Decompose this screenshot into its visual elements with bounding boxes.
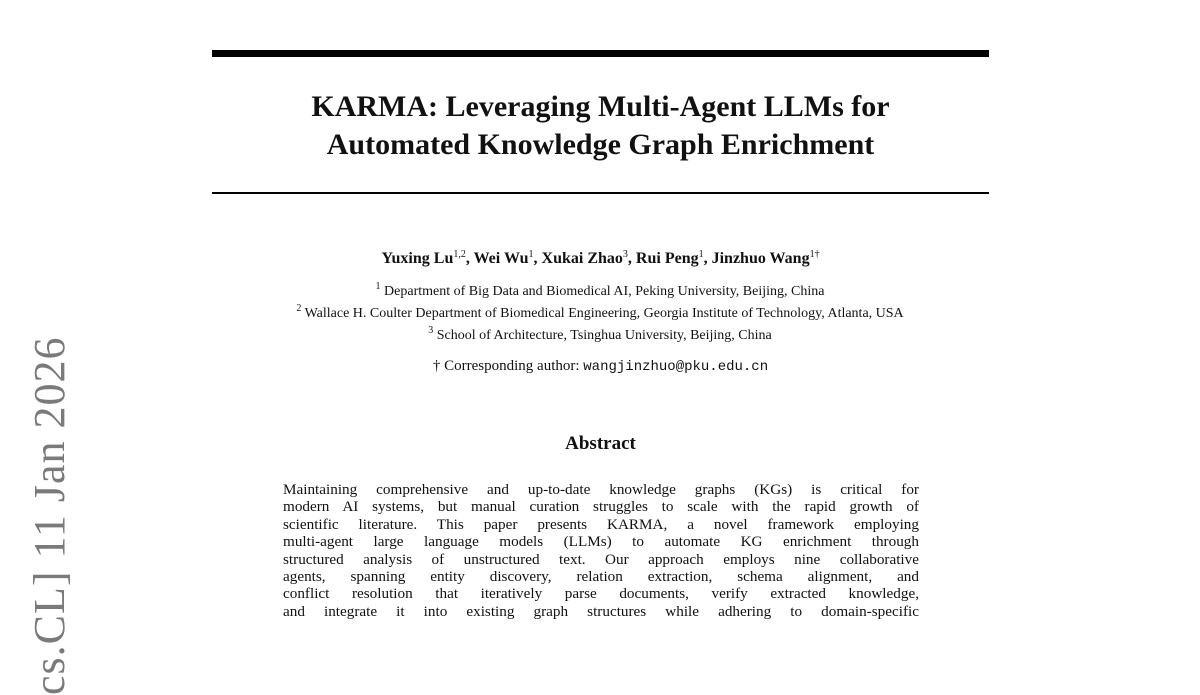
affiliation-2: $^2$ Wallace H. Coulter Department of Biomedical Engineering, Georgia Institute of Technology, Atlanta, USA	[296, 303, 904, 321]
abstract-line: and integrate it into existing graph structures while adhering to domain-specific	[283, 602, 919, 620]
title-line-1: KARMA: Leveraging Multi-Agent LLMs for	[311, 90, 890, 123]
author: Rui Peng$^1$,	[635, 249, 712, 267]
author: Jinzhuo Wang$^{1\dagger}$	[711, 249, 820, 267]
abstract-line: scientific literature. This paper presents KARMA, a novel framework employing	[283, 515, 919, 533]
author-list	[212, 248, 989, 270]
corresponding-email[interactable]: wangjinzhuo@pku.edu.cn	[583, 359, 769, 375]
abstract-line: structured analysis of unstructured text. Our approach employs nine collaborative	[283, 550, 919, 568]
title-bottom-rule	[212, 192, 989, 194]
author: Yuxing Lu$^{1,2}$,	[381, 249, 474, 267]
corresponding-author: † Corresponding author: wangjinzhuo@pku.edu.cn	[432, 358, 769, 375]
title-top-rule	[212, 50, 989, 57]
title-line-2: Automated Knowledge Graph Enrichment	[326, 128, 875, 161]
affiliation-1: $^1$ Department of Big Data and Biomedical AI, Peking University, Beijing, China	[375, 281, 825, 299]
author: Wei Wu$^1$,	[473, 249, 542, 267]
arxiv-identifier-stamp: cs.CL] 11 Jan 2026	[25, 336, 74, 695]
abstract-line: Maintaining comprehensive and up-to-date knowledge graphs (KGs) is critical for	[283, 481, 919, 498]
affiliation-3: $^3$ School of Architecture, Tsinghua University, Beijing, China	[428, 325, 772, 343]
paper-title	[212, 88, 989, 164]
abstract-line: agents, spanning entity discovery, relation extraction, schema alignment, and	[283, 568, 919, 586]
author: Xukai Zhao$^3$,	[541, 249, 636, 267]
abstract-body	[283, 481, 919, 620]
abstract-line: multi-agent large language models (LLMs) to automate KG enrichment through	[283, 533, 919, 551]
abstract-heading: Abstract	[565, 433, 636, 454]
abstract-line: modern AI systems, but manual curation struggles to scale with the rapid growth of	[283, 498, 919, 516]
abstract-line: conflict resolution that iteratively parse documents, verify extracted knowledge,	[283, 585, 919, 603]
